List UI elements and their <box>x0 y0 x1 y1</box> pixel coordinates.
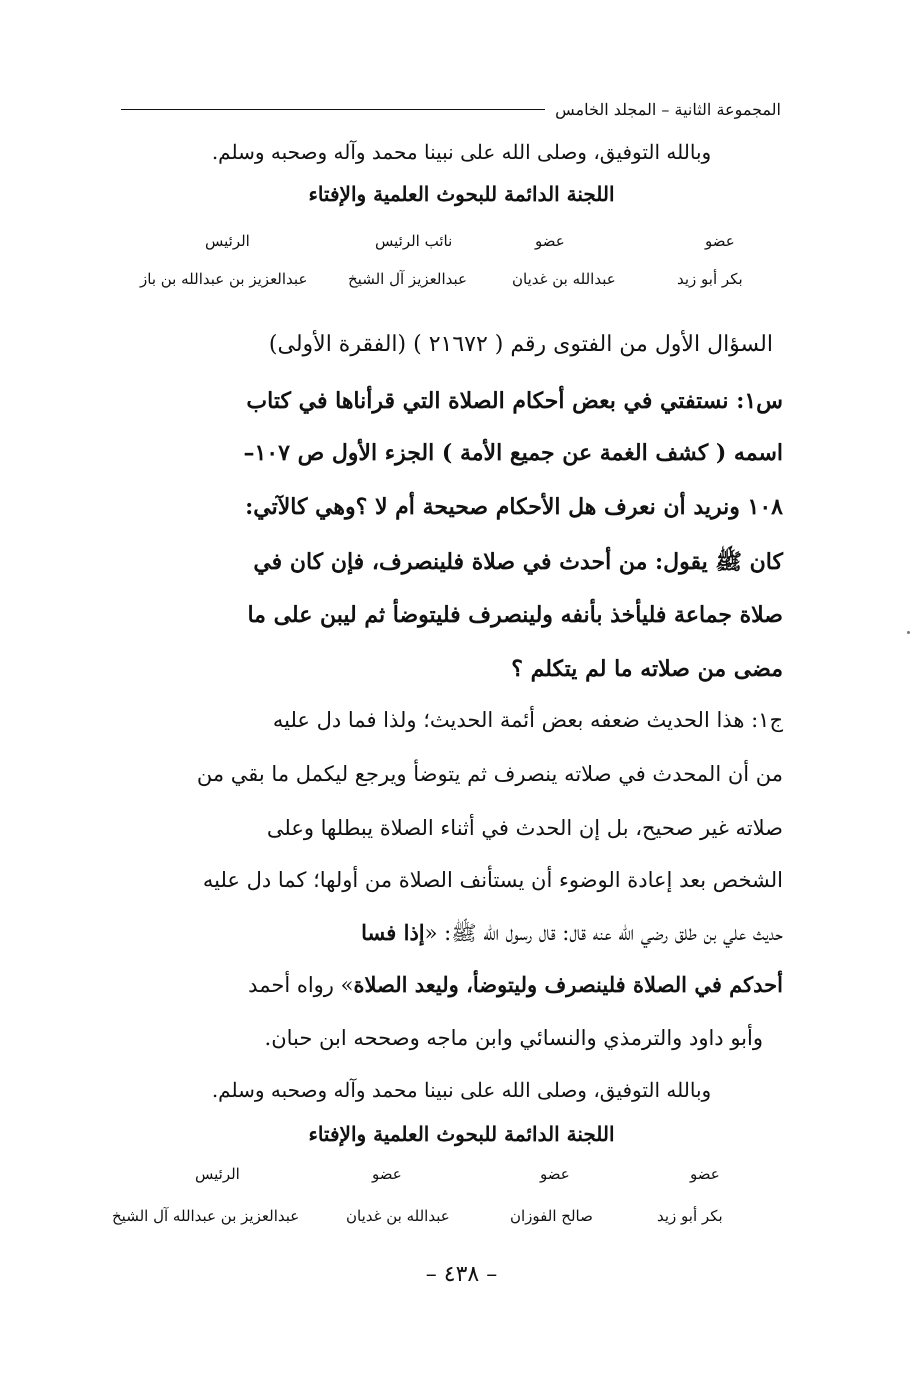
answer-line: وأبو داود والترمذي والنسائي وابن ماجه وصححه ابن حبان. <box>264 1026 763 1050</box>
signatory-role: عضو <box>540 1165 570 1183</box>
answer-line <box>361 920 783 951</box>
signatory-name: عبدالله بن غديان <box>512 270 616 288</box>
question-line: كان ﷺ يقول: من أحدث في صلاة فلينصرف، فإن كان في <box>253 549 783 575</box>
answer-line <box>248 972 783 997</box>
answer-line: من أن المحدث في صلاته ينصرف ثم يتوضأ ويرجع ليكمل ما بقي من <box>196 762 783 786</box>
header-title: المجموعة الثانية – المجلد الخامس <box>555 99 781 119</box>
signatory-name: عبدالله بن غديان <box>346 1207 450 1225</box>
signatory-name: بكر أبو زيد <box>677 270 743 288</box>
signatory-role: عضو <box>372 1165 402 1183</box>
closing-formula-2: وبالله التوفيق، وصلى الله على نبينا محمد وآله وصحبه وسلم. <box>211 1078 712 1102</box>
closing-formula-1: وبالله التوفيق، وصلى الله على نبينا محمد وآله وصحبه وسلم. <box>211 140 712 164</box>
header-rule <box>121 109 545 110</box>
question-line: صلاة جماعة فليأخذ بأنفه ولينصرف فليتوضأ ثم ليبن على ما <box>247 602 783 628</box>
hadith-quote: أحدكم في الصلاة فلينصرف وليتوضأ، وليعد الصلاة <box>353 972 783 997</box>
signatory-name: عبدالعزيز آل الشيخ <box>348 270 467 288</box>
question-line: مضى من صلاته ما لم يتكلم ؟ <box>511 656 783 682</box>
question-line: اسمه ( كشف الغمة عن جميع الأمة ) الجزء الأول ص ١٠٧– <box>243 440 783 466</box>
committee-name-1: اللجنة الدائمة للبحوث العلمية والإفتاء <box>308 182 615 206</box>
page-number: – ٤٣٨ – <box>425 1262 498 1287</box>
answer-text: » رواه أحمد <box>248 973 354 997</box>
question-line: ١٠٨ ونريد أن نعرف هل الأحكام صحيحة أم لا ؟وهي كالآتي: <box>245 494 783 520</box>
signatory-role: نائب الرئيس <box>375 232 453 250</box>
answer-line: ج١: هذا الحديث ضعفه بعض أئمة الحديث؛ ولذا فما دل عليه <box>272 708 783 732</box>
answer-line: الشخص بعد إعادة الوضوء أن يستأنف الصلاة من أولها؛ كما دل عليه <box>202 868 783 892</box>
signatory-role: الرئيس <box>195 1165 240 1183</box>
signatory-role: عضو <box>705 232 735 250</box>
signatory-role: عضو <box>535 232 565 250</box>
answer-line: صلاته غير صحيح، بل إن الحدث في أثناء الصلاة يبطلها وعلى <box>266 816 783 840</box>
fatwa-reference: السؤال الأول من الفتوى رقم ( ٢١٦٧٢ ) (الفقرة الأولى) <box>268 332 773 357</box>
hadith-quote: إذا فسا <box>361 920 425 945</box>
committee-name-2: اللجنة الدائمة للبحوث العلمية والإفتاء <box>308 1122 615 1146</box>
signatory-name: عبدالعزيز بن عبدالله بن باز <box>140 270 308 288</box>
scan-speck <box>907 631 910 634</box>
signatory-role: الرئيس <box>205 232 250 250</box>
question-line: س١: نستفتي في بعض أحكام الصلاة التي قرأناها في كتاب <box>246 388 783 414</box>
answer-text: حديث علي بن طلق رضي الله عنه قال: قال رسول الله ﷺ: « <box>424 921 783 945</box>
signatory-name: عبدالعزيز بن عبدالله آل الشيخ <box>112 1207 300 1225</box>
running-header <box>121 96 781 122</box>
signatory-name: صالح الفوزان <box>510 1207 593 1225</box>
signatory-name: بكر أبو زيد <box>657 1207 723 1225</box>
signatory-role: عضو <box>690 1165 720 1183</box>
